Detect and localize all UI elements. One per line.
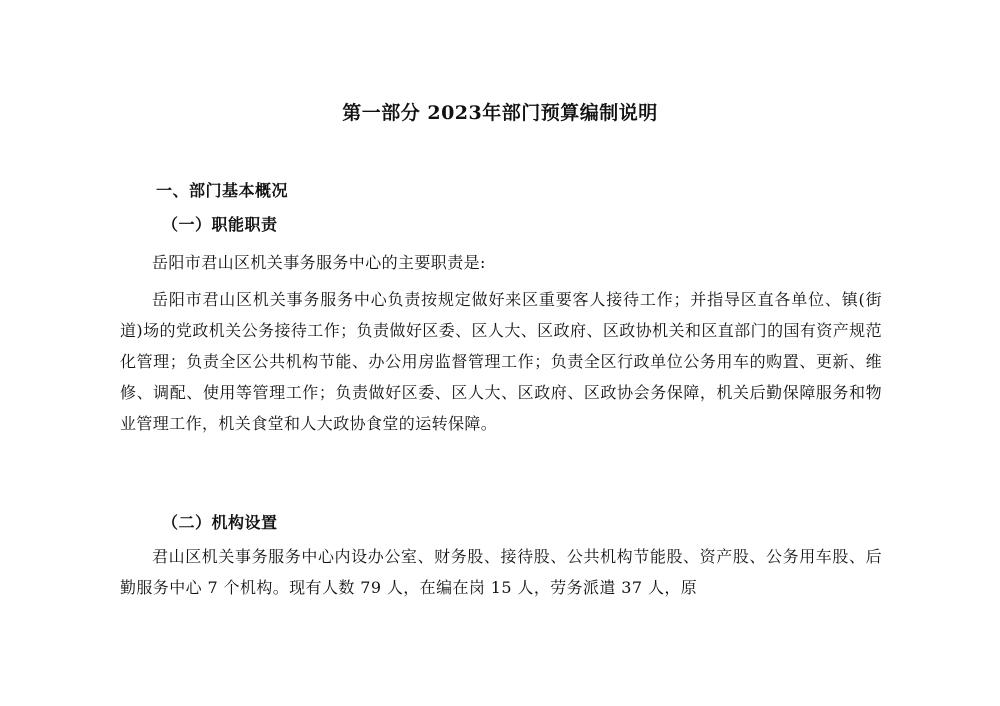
subsection-heading-functions: （一）职能职责 bbox=[162, 215, 278, 234]
functions-body-paragraph: 岳阳市君山区机关事务服务中心负责按规定做好来区重要客人接待工作；并指导区直各单位、镇(街道)场的党政机关公务接待工作；负责做好区委、区人大、区政府、区政协机关和区直部门的国有资产规范化管理；负责全区公共机构节能、办公用房监督管理工作；负责全区行政单位公务用车的购置、更新、维修、调配、使用等管理工作；负责做好区委、区人大、区政府、区政协会务保障，机关后勤保障服务和物业管理工作，机关食堂和人大政协食堂的运转保障。 bbox=[120, 290, 882, 433]
subsection-heading-organization: （二）机构设置 bbox=[162, 513, 278, 532]
section-heading-basic-overview: 一、部门基本概况 bbox=[156, 181, 289, 200]
functions-intro-paragraph: 岳阳市君山区机关事务服务中心的主要职责是: bbox=[152, 253, 486, 272]
document-title: 第一部分 2023年部门预算编制说明 bbox=[342, 102, 658, 124]
organization-body-paragraph: 君山区机关事务服务中心内设办公室、财务股、接待股、公共机构节能股、资产股、公务用车股、后勤服务中心 7 个机构。现有人数 79 人，在编在岗 15 人，劳务派遣 37 人，原 bbox=[120, 547, 882, 597]
